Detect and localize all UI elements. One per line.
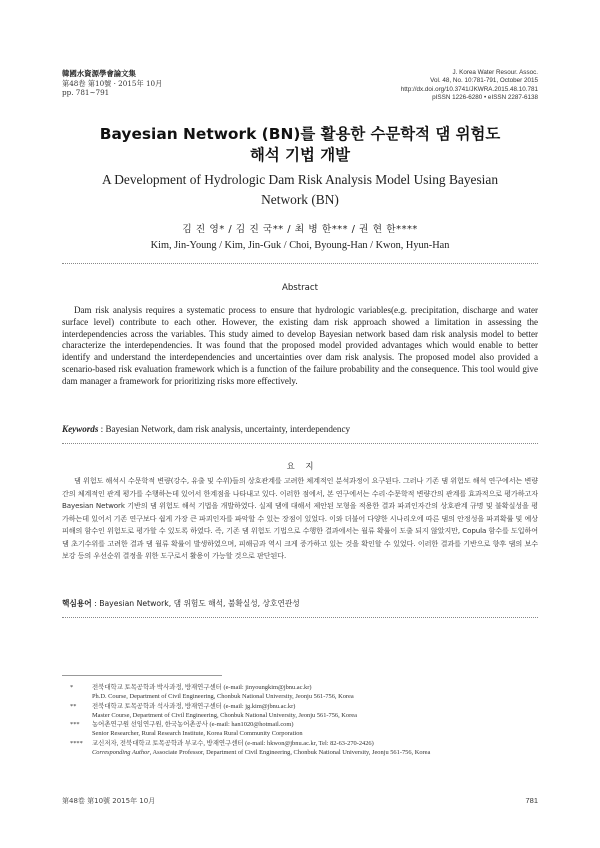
footnote-korean: 전북대학교 토목공학과 석사과정, 방재연구센터 (e-mail: jg.kim@jbnu.ac.kr) (92, 702, 296, 710)
abstract-heading: Abstract (281, 283, 319, 293)
footnote-mark: * (70, 684, 74, 691)
divider (62, 617, 538, 618)
corresponding-author-affiliation: , Associate Professor, Department of Civil Engineering, Chonbuk National University, Jeonju 561-756, Korea (149, 749, 431, 757)
author-footnotes (70, 683, 540, 757)
footnote-english: Master Course, Department of Civil Engineering, Chonbuk National University, Jeonju 561-756, Korea (92, 711, 357, 719)
english-title (0, 170, 600, 210)
footnote-korean: 전북대학교 토목공학과 박사과정, 방재연구센터 (e-mail: jinyoungkim@jbnu.ac.kr) (92, 684, 312, 691)
authors-english: Kim, Jin-Young / Kim, Jin-Guk / Choi, Byoung-Han / Kwon, Hyun-Han (150, 240, 450, 251)
footnote-korean: 농어촌연구원 선임연구원, 한국농어촌공사 (e-mail: han1020@hotmail.com) (92, 721, 294, 729)
journal-header-left (62, 69, 162, 98)
keywords-text: : Bayesian Network, dam risk analysis, uncertainty, interdependency (98, 424, 351, 434)
page-range: pp. 781~791 (62, 88, 110, 98)
footnote (70, 702, 540, 721)
divider (62, 263, 538, 264)
footer-issue: 第48卷 第10號 2015年 10月 (62, 797, 156, 805)
footnote-english: Senior Researcher, Rural Research Institute, Korea Rural Community Corporation (92, 730, 303, 738)
journal-english-name: J. Korea Water Resour. Assoc. (452, 69, 538, 76)
footnote-english (92, 748, 540, 757)
footnote (70, 683, 540, 702)
page-number: 781 (525, 796, 538, 805)
divider (62, 443, 538, 444)
doi-link[interactable]: http://dx.doi.org/10.3741/JKWRA.2015.48.10.781 (400, 85, 538, 93)
footnote-mark: ** (70, 702, 77, 710)
volume-issue: 第48卷 第10號 · 2015年 10月 (62, 78, 163, 88)
korean-keywords-text: : Bayesian Network, 댐 위험도 해석, 불확실성, 상호연관성 (91, 599, 300, 608)
footnote-english: Ph.D. Course, Department of Civil Engineering, Chonbuk National University, Jeonju 561-756, Korea (92, 693, 354, 701)
journal-header-right (278, 69, 538, 102)
korean-abstract-text: 댐 위험도 해석시 수문학적 변량(강수, 유출 및 수위)들의 상호관계를 고려한 체계적인 분석과정이 요구된다. 그러나 기존 댐 위험도 해석 연구에서는 변량간의 체계적인 관계 평가를 수행하는데 있어서 한계점을 나타내고 있다. 이러한 점에서, 본 연구에서는 수리·수문학적 변량간의 관계를 효과적으로 평가하고자 Bayesian Network 기반의 댐 위험도 해석 기법을 개발하였다. 실제 댐에 대해서 제안된 모형을 적용한 결과 파괴인자간의 상호관계 규명 및 불확실성을 평가하는데 있어서 기존 연구보다 쉽게 가장 큰 파괴인자를 파악할 수 있는 장점이 있었다. 이와 더불어 다양한 시나리오에 따른 댐의 안정성을 파괴확률 및 예상피해의 함수인 위험도로 평가할 수 있도록 하였다. 즉, 기존 댐 위험도 기법으로 수행한 결과에서는 월류 확률이 도출 되지 않았지만, Copula 함수를 도입하여 댐 초기수위를 고려한 결과 댐 월류 확률이 발생하였으며, 피해금과 역시 크게 증가하고 있는 것을 확인할 수 있었다. 이러한 결과를 기반으로 향후 댐의 보수보강 등의 우선순위 결정을 위한 도구로서 활용이 가능할 것으로 판단된다. (62, 476, 538, 560)
korean-keywords (62, 598, 538, 609)
journal-name: 韓國水資源學會論文集 (62, 69, 136, 78)
footnote-mark: **** (70, 739, 83, 747)
footnote-korean: 교신저자, 전북대학교 토목공학과 부교수, 방재연구센터 (e-mail: hkwon@jbnu.ac.kr, Tel: 82-63-270-2426) (92, 739, 374, 747)
korean-title-line2: 해석 기법 개발 (250, 146, 350, 164)
volume-pages: Vol. 48, No. 10:781-791, October 2015 (430, 77, 538, 85)
english-title-line2: Network (BN) (261, 192, 339, 207)
abstract-text: Dam risk analysis requires a systematic process to ensure that hydrologic variables(e.g. precipitation, discharge and water surface level) contribute to each other. However, the existing dam risk approach showed a limitation in assessing the interdependencies across the variables. This study aimed to develop Bayesian network based dam risk analysis model to better characterize the interdependencies. It was found that the proposed model provided advantages which would enable to better identify and understand the interdependencies and uncertainties over dam risk analysis. The proposed model also provided a scenario-based risk evaluation framework which is a function of the failure probability and the consequence. This tool would give dam manager a framework for prioritizing risks more effectively. (62, 305, 538, 386)
korean-abstract-heading: 요 지 (286, 461, 314, 471)
footnote-mark: *** (70, 721, 80, 729)
authors-korean: 김 진 영* / 김 진 국** / 최 병 한*** / 권 현 한**** (182, 224, 418, 235)
korean-keywords-label: 핵심용어 (62, 599, 92, 608)
footnote-separator (62, 675, 222, 676)
footnote (70, 739, 540, 758)
korean-title (0, 124, 600, 166)
korean-title-line1: Bayesian Network (BN)를 활용한 수문학적 댐 위험도 (99, 125, 501, 143)
keywords-label: Keywords (62, 424, 99, 434)
english-keywords (62, 424, 538, 434)
corresponding-author-label: Corresponding Author (92, 749, 150, 757)
issn: pISSN 1226-6280 • eISSN 2287-6138 (432, 93, 538, 101)
english-title-line1: A Development of Hydrologic Dam Risk Analysis Model Using Bayesian (101, 172, 499, 187)
footnote (70, 720, 540, 739)
